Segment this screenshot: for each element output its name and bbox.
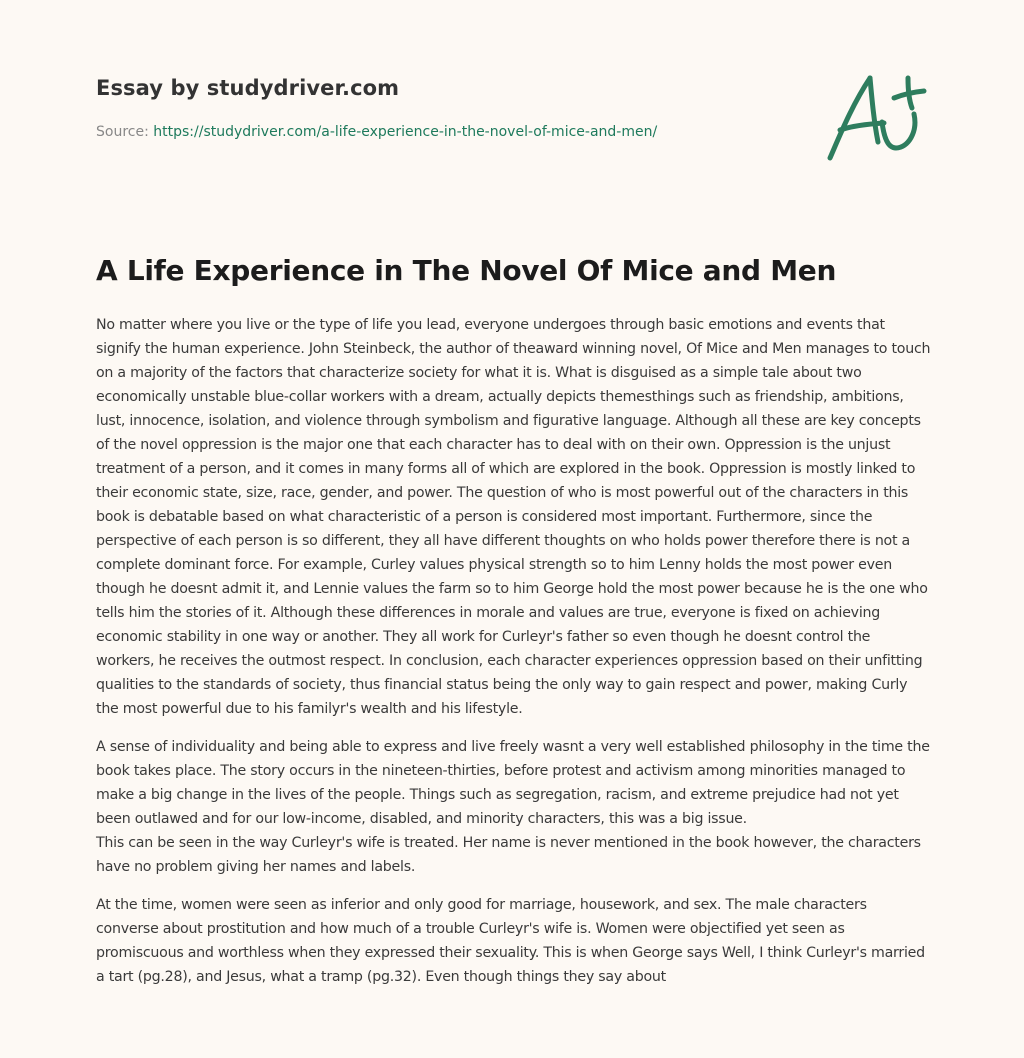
source-line xyxy=(96,124,796,140)
essay-paragraph: A sense of individuality and being able to express and live freely wasnt a very well established philosophy in the time the book takes place. The story occurs in the nineteen-thirties, before protest and activism among minorities managed to make a big change in the lives of the people. Things such as segregation, racism, and extreme prejudice had not yet been outlawed and for our low-income, disabled, and minority characters, this was a big issue. xyxy=(96,739,930,827)
essay-paragraph: This can be seen in the way Curleyr's wife is treated. Her name is never mentioned in the book however, the characters have no problem giving her names and labels. xyxy=(96,835,921,875)
essay-paragraph: At the time, women were seen as inferior and only good for marriage, housework, and sex. The male characters converse about prostitution and how much of a trouble Curleyr's wife is. Women were objectified yet seen as promiscuous and worthless when they expressed their sexuality. This is when George says Well, I think Curleyr's married a tart (pg.28), and Jesus, what a tramp (pg.32). Even though things they say about xyxy=(96,897,925,985)
essay-paragraph: No matter where you live or the type of life you lead, everyone undergoes through basic emotions and events that signify the human experience. John Steinbeck, the author of theaward winning novel, Of Mice and Men manages to touch on a majority of the factors that characterize society for what it is. What is disguised as a simple tale about two economically unstable blue-collar workers with a dream, actually depicts themesthings such as friendship, ambitions, lust, innocence, isolation, and violence through symbolism and figurative language. Although all these are key concepts of the novel oppression is the major one that each character has to deal with on their own. Oppression is the unjust treatment of a person, and it comes in many forms all of which are explored in the book. Oppression is mostly linked to their economic state, size, race, gender, and power. The question of who is most powerful out of the characters in this book is debatable based on what characteristic of a person is considered most important. Furthermore, since the perspective of each person is so different, they all have different thoughts on who holds power therefore there is not a complete dominant force. For example, Curley values physical strength so to him Lenny holds the most power even though he doesnt admit it, and Lennie values the farm so to him George hold the most power because he is the one who tells him the stories of it. Although these differences in morale and values are true, everyone is fixed on achieving economic stability in one way or another. They all work for Curleyr's father so even though he doesnt control the workers, he receives the outmost respect. In conclusion, each character experiences oppression based on their unfitting qualities to the standards of society, thus financial status being the only way to gain respect and power, making Curly the most powerful due to his familyr's wealth and his lifestyle. xyxy=(96,317,931,717)
a-plus-grade-icon xyxy=(822,70,932,165)
site-title: Essay by studydriver.com xyxy=(96,76,400,100)
source-link[interactable]: https://studydriver.com/a-life-experience-in-the-novel-of-mice-and-men/ xyxy=(153,124,658,140)
source-label: Source: xyxy=(96,124,154,140)
essay-body xyxy=(96,254,932,1003)
essay-header xyxy=(96,76,796,140)
essay-title: A Life Experience in The Novel Of Mice and Men xyxy=(96,254,837,287)
